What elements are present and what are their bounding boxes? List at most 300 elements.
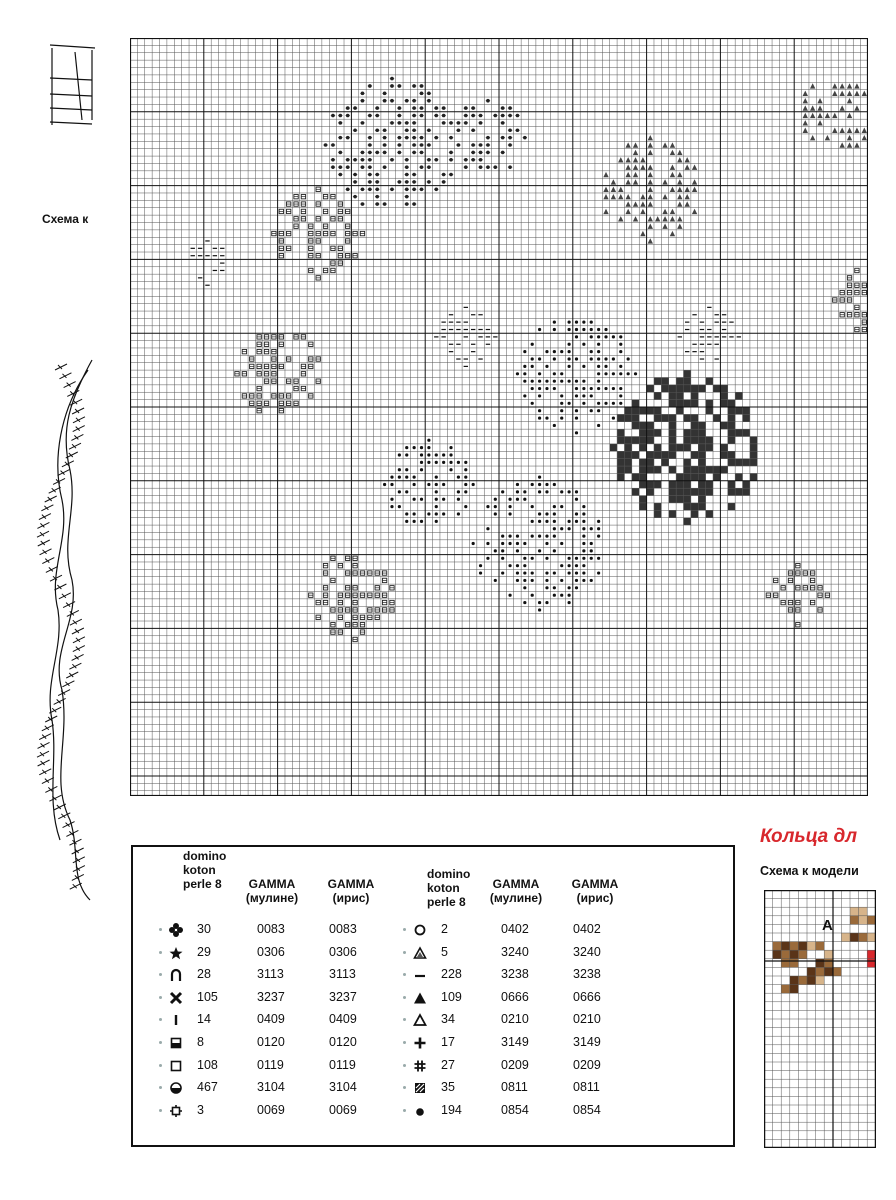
crochet-stitch-mark <box>69 663 81 669</box>
plus-icon <box>413 1036 427 1050</box>
gear-square-icon <box>169 1104 183 1118</box>
stitch-mark <box>575 520 578 523</box>
stitch-mark <box>743 488 750 495</box>
stitch-mark <box>676 377 683 384</box>
legend-header-gamma-iris-left: GAMMA (ирис) <box>327 877 375 905</box>
stitch-mark <box>582 549 585 552</box>
stitch-mark <box>523 564 526 567</box>
mini-chart-label: A <box>822 917 833 934</box>
stitch-mark <box>560 402 563 405</box>
stitch-mark <box>523 542 526 545</box>
stitch-mark <box>590 387 593 390</box>
stitch-mark <box>531 594 534 597</box>
legend-cell-domino: 108 <box>197 1057 218 1072</box>
stitch-mark <box>531 483 534 486</box>
stitch-mark <box>590 527 593 530</box>
stitch-mark <box>427 439 430 442</box>
stitch-mark <box>669 392 676 399</box>
color-cell <box>798 942 807 951</box>
stitch-mark <box>669 451 676 458</box>
stitch-mark <box>531 402 534 405</box>
stitch-mark <box>560 564 563 567</box>
stitch-mark <box>669 466 676 473</box>
legend-cell-gamma1: 0666 <box>501 989 529 1004</box>
color-cell <box>798 976 807 985</box>
legend-header-domino-left: domino koton perle 8 <box>183 849 227 891</box>
legend-cell-gamma1: 0854 <box>501 1102 529 1117</box>
stitch-mark <box>639 481 646 488</box>
crochet-stitch-mark <box>45 786 57 792</box>
stitch-mark <box>531 343 534 346</box>
crochet-stitch-mark <box>73 417 85 423</box>
legend-cell-gamma1: 0210 <box>501 1012 529 1027</box>
color-cell <box>824 967 833 976</box>
stitch-mark <box>661 459 668 466</box>
crochet-stitch-mark <box>39 769 51 775</box>
stitch-mark <box>698 451 705 458</box>
stitch-mark <box>604 328 607 331</box>
stitch-mark <box>720 400 727 407</box>
stitch-mark <box>545 380 548 383</box>
stitch-mark <box>545 483 548 486</box>
stitch-mark <box>691 414 698 421</box>
stitch-mark <box>464 476 467 479</box>
color-cell <box>850 907 859 916</box>
legend-cell-gamma1: 0409 <box>257 1012 285 1027</box>
stitch-mark <box>597 387 600 390</box>
stitch-mark <box>516 542 519 545</box>
stitch-mark <box>743 481 750 488</box>
legend-cell-gamma2: 0209 <box>573 1057 601 1072</box>
stitch-mark <box>486 557 489 560</box>
stitch-mark <box>575 416 578 419</box>
stitch-mark <box>405 512 408 515</box>
legend-row <box>159 1032 419 1054</box>
legend-bullet <box>159 996 162 999</box>
stitch-mark <box>553 527 556 530</box>
legend-bullet <box>159 951 162 954</box>
stitch-mark <box>728 459 735 466</box>
crochet-stitch-mark <box>39 734 51 740</box>
stitch-mark <box>750 451 757 458</box>
stitch-mark <box>553 350 556 353</box>
stitch-mark <box>728 422 735 429</box>
stitch-mark <box>654 392 661 399</box>
stitch-mark <box>501 542 504 545</box>
stitch-mark <box>647 488 654 495</box>
stitch-mark <box>390 476 393 479</box>
legend-cell-gamma2: 0083 <box>329 922 357 936</box>
stitch-mark <box>597 335 600 338</box>
stitch-mark <box>582 512 585 515</box>
stitch-mark <box>684 518 691 525</box>
stitch-mark <box>590 357 593 360</box>
stitch-mark <box>619 365 622 368</box>
legend-row <box>159 1055 419 1077</box>
stitch-mark <box>647 429 654 436</box>
stitch-mark <box>706 510 713 517</box>
stitch-mark <box>553 387 556 390</box>
stitch-mark <box>405 490 408 493</box>
stitch-mark <box>575 579 578 582</box>
stitch-mark <box>647 481 654 488</box>
legend-row <box>403 1009 663 1031</box>
stitch-mark <box>560 505 563 508</box>
stitch-mark <box>575 557 578 560</box>
crochet-stitch-mark <box>54 584 66 590</box>
stitch-mark <box>427 483 430 486</box>
stitch-mark <box>684 377 691 384</box>
stitch-mark <box>405 520 408 523</box>
stitch-mark <box>538 416 541 419</box>
right-page-title: Кольца дл <box>760 826 858 847</box>
stitch-mark <box>676 385 683 392</box>
stitch-mark <box>568 350 571 353</box>
stitch-mark <box>619 350 622 353</box>
color-cell <box>816 959 825 968</box>
stitch-mark <box>612 372 615 375</box>
legend-cell-gamma1: 3237 <box>257 989 285 1004</box>
stitch-mark <box>698 385 705 392</box>
legend-row <box>403 1032 663 1054</box>
stitch-mark <box>516 372 519 375</box>
stitch-mark <box>669 488 676 495</box>
stitch-mark <box>427 453 430 456</box>
stitch-mark <box>560 594 563 597</box>
stitch-mark <box>435 483 438 486</box>
crochet-stitch-mark <box>66 672 78 678</box>
stitch-mark <box>604 387 607 390</box>
stitch-mark <box>612 402 615 405</box>
stitch-mark <box>669 496 676 503</box>
stitch-mark <box>582 520 585 523</box>
color-cell <box>773 950 782 959</box>
stitch-mark <box>684 370 691 377</box>
color-cell <box>790 950 799 959</box>
legend-row <box>159 964 419 986</box>
stitch-mark <box>706 377 713 384</box>
stitch-mark <box>735 459 742 466</box>
legend-row <box>159 1009 419 1031</box>
stitch-mark <box>413 446 416 449</box>
color-cell <box>807 942 816 951</box>
stitch-mark <box>501 535 504 538</box>
crochet-stitch-mark <box>72 628 84 634</box>
stitch-mark <box>553 372 556 375</box>
stitch-mark <box>523 579 526 582</box>
stitch-mark <box>691 451 698 458</box>
stitch-mark <box>494 498 497 501</box>
color-cell <box>824 959 833 968</box>
stitch-mark <box>691 385 698 392</box>
stitch-mark <box>508 564 511 567</box>
stitch-mark <box>582 387 585 390</box>
color-cell <box>867 950 876 959</box>
legend-row <box>403 1100 663 1122</box>
stitch-mark <box>523 498 526 501</box>
color-cell <box>833 967 842 976</box>
stitch-mark <box>531 357 534 360</box>
half-filled-square-icon <box>169 1036 183 1050</box>
stitch-mark <box>647 437 654 444</box>
flower-icon <box>169 923 183 937</box>
stitch-mark <box>720 385 727 392</box>
stitch-mark <box>743 414 750 421</box>
crochet-stitch-mark <box>59 373 71 379</box>
crochet-stitch-mark <box>49 487 61 493</box>
stitch-mark <box>582 542 585 545</box>
stitch-mark <box>706 466 713 473</box>
color-cell <box>867 916 876 925</box>
stitch-mark <box>669 400 676 407</box>
legend-cell-domino: 28 <box>197 967 211 982</box>
stitch-mark <box>538 409 541 412</box>
legend-bullet <box>159 1109 162 1112</box>
stitch-mark <box>654 481 661 488</box>
legend-bullet <box>403 928 406 931</box>
stitch-mark <box>516 483 519 486</box>
color-cell <box>790 976 799 985</box>
legend-cell-domino: 17 <box>441 1035 455 1049</box>
crochet-stitch-mark <box>72 654 84 660</box>
shaded-triangle-icon <box>413 946 427 960</box>
stitch-mark <box>494 512 497 515</box>
legend-cell-gamma2: 0119 <box>329 1057 356 1072</box>
legend-row <box>403 919 663 941</box>
legend-cell-gamma1: 0069 <box>257 1102 285 1117</box>
stitch-mark <box>413 498 416 501</box>
stitch-mark <box>435 490 438 493</box>
crochet-stitch-mark <box>58 690 70 696</box>
stitch-mark <box>676 496 683 503</box>
stitch-mark <box>449 453 452 456</box>
stitch-mark <box>398 476 401 479</box>
stitch-mark <box>568 321 571 324</box>
stitch-mark <box>538 394 541 397</box>
stitch-mark <box>676 481 683 488</box>
legend-bullet <box>403 951 406 954</box>
stitch-mark <box>669 422 676 429</box>
stitch-mark <box>531 557 534 560</box>
stitch-mark <box>632 407 639 414</box>
legend-cell-domino: 228 <box>441 967 462 982</box>
stitch-mark <box>639 407 646 414</box>
stitch-mark <box>750 473 757 480</box>
stitch-mark <box>691 473 698 480</box>
stitch-mark <box>582 402 585 405</box>
stitch-mark <box>684 429 691 436</box>
stitch-mark <box>538 601 541 604</box>
stitch-mark <box>568 564 571 567</box>
color-key-legend <box>131 845 735 1147</box>
stitch-mark <box>538 608 541 611</box>
stitch-mark <box>568 520 571 523</box>
color-cell <box>790 942 799 951</box>
legend-cell-domino: 27 <box>441 1057 455 1072</box>
stitch-mark <box>420 520 423 523</box>
color-cell <box>807 976 816 985</box>
stitch-mark <box>545 571 548 574</box>
stitch-mark <box>624 444 631 451</box>
stitch-mark <box>590 549 593 552</box>
stitch-mark <box>610 444 617 451</box>
stitch-mark <box>654 510 661 517</box>
stitch-mark <box>420 468 423 471</box>
legend-bullet <box>403 1064 406 1067</box>
stitch-mark <box>654 444 661 451</box>
stitch-mark <box>639 473 646 480</box>
stitch-mark <box>568 343 571 346</box>
stitch-mark <box>617 466 624 473</box>
stitch-mark <box>553 328 556 331</box>
stitch-mark <box>597 520 600 523</box>
stitch-mark <box>661 451 668 458</box>
legend-cell-gamma1: 0209 <box>501 1057 529 1072</box>
stitch-mark <box>684 400 691 407</box>
stitch-mark <box>560 372 563 375</box>
legend-cell-domino: 2 <box>441 922 448 936</box>
crochet-stitch-mark <box>73 637 85 643</box>
crochet-stitch-mark <box>38 760 50 766</box>
legend-cell-domino: 467 <box>197 1080 218 1095</box>
stitch-mark <box>582 380 585 383</box>
legend-cell-gamma2: 3113 <box>329 967 356 982</box>
stitch-mark <box>516 579 519 582</box>
stitch-mark <box>713 473 720 480</box>
stitch-mark <box>597 357 600 360</box>
stitch-mark <box>457 512 460 515</box>
stitch-mark <box>612 416 615 419</box>
stitch-mark <box>457 498 460 501</box>
stitch-mark <box>706 481 713 488</box>
stitch-mark <box>435 520 438 523</box>
stitch-mark <box>669 414 676 421</box>
legend-bullet <box>159 1064 162 1067</box>
stitch-mark <box>582 571 585 574</box>
color-cell <box>807 967 816 976</box>
stitch-mark <box>647 459 654 466</box>
legend-cell-gamma1: 3240 <box>501 944 529 959</box>
stitch-mark <box>472 542 475 545</box>
stitch-mark <box>669 437 676 444</box>
stitch-mark <box>619 343 622 346</box>
legend-cell-domino: 30 <box>197 922 211 936</box>
open-triangle-icon <box>413 1013 427 1027</box>
stitch-mark <box>619 387 622 390</box>
stitch-mark <box>617 414 624 421</box>
legend-cell-domino: 3 <box>197 1102 204 1117</box>
stitch-mark <box>597 372 600 375</box>
stitch-mark <box>590 542 593 545</box>
color-cell <box>867 959 876 968</box>
legend-row <box>403 987 663 1009</box>
stitch-mark <box>390 505 393 508</box>
stitch-mark <box>676 444 683 451</box>
stitch-mark <box>743 429 750 436</box>
stitch-mark <box>597 328 600 331</box>
stitch-mark <box>523 571 526 574</box>
stitch-mark <box>624 451 631 458</box>
stitch-mark <box>676 488 683 495</box>
stitch-mark <box>531 571 534 574</box>
stitch-mark <box>442 453 445 456</box>
legend-header-domino-right: domino koton perle 8 <box>427 867 471 909</box>
stitch-mark <box>538 476 541 479</box>
stitch-mark <box>398 453 401 456</box>
stitch-mark <box>720 422 727 429</box>
legend-cell-gamma2: 0120 <box>329 1035 357 1049</box>
stitch-mark <box>582 535 585 538</box>
stitch-mark <box>560 542 563 545</box>
legend-header-gamma-muline-left: GAMMA (мулине) <box>245 877 299 905</box>
stitch-mark <box>516 498 519 501</box>
stitch-mark <box>582 579 585 582</box>
stitch-mark <box>538 328 541 331</box>
stitch-mark <box>604 402 607 405</box>
legend-cell-gamma2: 0306 <box>329 944 357 959</box>
stitch-mark <box>575 431 578 434</box>
legend-cell-gamma2: 3237 <box>329 989 357 1004</box>
stitch-mark <box>684 414 691 421</box>
stitch-mark <box>619 372 622 375</box>
stitch-mark <box>624 407 631 414</box>
stitch-mark <box>405 446 408 449</box>
crochet-stitch-mark <box>38 742 50 748</box>
legend-bullet <box>403 973 406 976</box>
stitch-mark <box>538 490 541 493</box>
legend-cell-gamma2: 0210 <box>573 1012 601 1027</box>
stitch-mark <box>553 535 556 538</box>
stitch-mark <box>427 461 430 464</box>
legend-cell-gamma2: 3104 <box>329 1080 357 1095</box>
stitch-mark <box>568 557 571 560</box>
half-circle-icon <box>169 1081 183 1095</box>
legend-bullet <box>159 973 162 976</box>
stitch-mark <box>728 437 735 444</box>
stitch-mark <box>676 473 683 480</box>
stitch-mark <box>560 490 563 493</box>
stitch-mark <box>508 505 511 508</box>
stitch-mark <box>464 461 467 464</box>
stitch-mark <box>516 571 519 574</box>
stitch-mark <box>575 586 578 589</box>
crochet-stitch-mark <box>63 602 75 608</box>
stitch-mark <box>568 402 571 405</box>
stitch-mark <box>684 503 691 510</box>
stitch-mark <box>531 387 534 390</box>
hash-icon <box>413 1059 427 1073</box>
legend-row <box>403 1077 663 1099</box>
legend-cell-gamma1: 3113 <box>257 967 284 982</box>
stitch-mark <box>713 466 720 473</box>
stitch-mark <box>545 490 548 493</box>
stitch-mark <box>691 392 698 399</box>
stitch-mark <box>590 321 593 324</box>
stitch-mark <box>698 496 705 503</box>
crochet-stitch-mark <box>37 522 49 528</box>
stitch-mark <box>508 594 511 597</box>
stitch-mark <box>457 461 460 464</box>
stitch-mark <box>698 488 705 495</box>
stitch-mark <box>568 328 571 331</box>
color-cell <box>867 933 876 942</box>
stitch-mark <box>661 377 668 384</box>
stitch-mark <box>560 409 563 412</box>
stitch-mark <box>590 557 593 560</box>
stitch-mark <box>523 394 526 397</box>
stitch-mark <box>582 365 585 368</box>
left-chart-caption: Схема к <box>42 212 89 226</box>
